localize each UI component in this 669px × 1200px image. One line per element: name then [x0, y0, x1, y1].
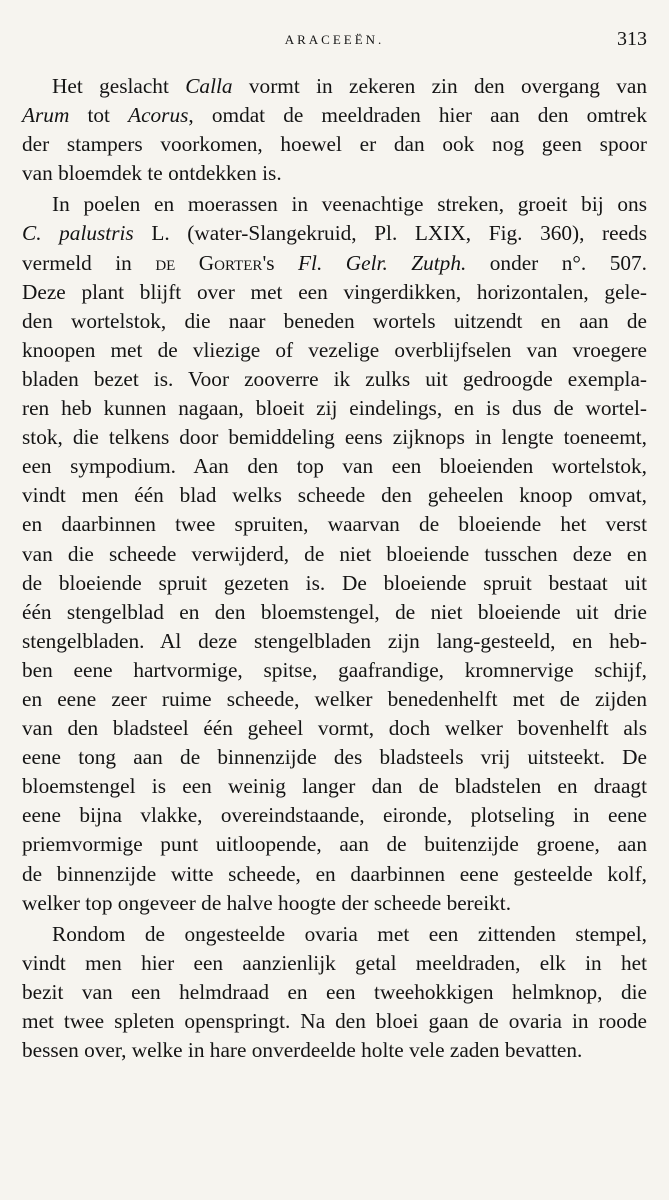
italic-text: Arum: [22, 103, 70, 128]
text-line: [22, 830, 647, 859]
line-text: vindt men één blad welks scheede den geheelen knoop omvat,: [22, 483, 647, 508]
paragraph: [22, 920, 647, 1065]
line-text: de binnenzijde witte scheede, en daarbinnen eene gesteelde kolf,: [22, 861, 647, 886]
line-text: en daarbinnen twee spruiten, waarvan de bloeiende het verst: [22, 512, 647, 537]
text-line: [22, 249, 647, 278]
text-line: [22, 452, 647, 481]
text-line: [22, 801, 647, 830]
text-line: [22, 394, 647, 423]
line-text: Rondom de ongesteelde ovaria met een zittenden stempel,: [52, 921, 647, 946]
text-line: [22, 743, 647, 772]
italic-text: C. palustris: [22, 221, 134, 246]
line-text: vindt men hier een aanzienlijk getal meeldraden, elk in het: [22, 950, 647, 975]
line-text: eene bijna vlakke, overeindstaande, eironde, plotseling in eene: [22, 803, 647, 828]
text-line: [22, 889, 647, 918]
line-text: , omdat de meeldraden hier aan den omtrek: [188, 103, 647, 128]
text-line: [22, 423, 647, 452]
text-line: [22, 685, 647, 714]
text-line: [22, 72, 647, 101]
line-text: vermeld in: [22, 250, 156, 275]
line-text: één stengelblad en den bloemstengel, de niet bloeiende uit drie: [22, 599, 647, 624]
line-text: van die scheede verwijderd, de niet bloeiende tusschen deze en: [22, 541, 647, 566]
line-text: bladen bezet is. Voor zooverre ik zulks uit gedroogde exempla-: [22, 366, 647, 391]
italic-text: Fl. Gelr. Zutph.: [298, 250, 467, 275]
line-text: de bloeiende spruit gezeten is. De bloeiende spruit bestaat uit: [22, 570, 647, 595]
text-line: [22, 540, 647, 569]
line-text: den wortelstok, die naar beneden wortels uitzendt en aan de: [22, 308, 647, 333]
line-text: Het geslacht: [52, 74, 186, 98]
line-text: van den bladsteel één geheel vormt, doch welker bovenhelft als: [22, 716, 647, 741]
paragraph: [22, 72, 647, 188]
line-text: priemvormige punt uitloopende, aan de buitenzijde groene, aan: [22, 832, 647, 857]
text-line: [22, 307, 647, 336]
line-text: der stampers voorkomen, hoewel er dan ook nog geen spoor: [22, 132, 647, 157]
text-line: [22, 365, 647, 394]
line-text: 's: [262, 250, 299, 275]
line-text: ben eene hartvormige, spitse, gaafrandige, kromnervige schijf,: [22, 657, 647, 682]
line-text: bloemstengel is een weinig langer dan de bladstelen en draagt: [22, 774, 647, 799]
line-text: tot: [69, 103, 129, 128]
text-line: [22, 219, 647, 248]
text-line: [22, 130, 647, 159]
line-text: en eene zeer ruime scheede, welker benedenhelft met de zijden: [22, 686, 647, 711]
line-text: met twee spleten openspringt. Na den bloei gaan de ovaria in roode: [22, 1009, 647, 1033]
line-text: een sympodium. Aan den top van een bloeienden wortelstok,: [22, 454, 647, 479]
line-text: stengelbladen. Al deze stengelbladen zijn lang-gesteeld, en heb-: [22, 628, 647, 653]
line-text: ren heb kunnen nagaan, bloeit zij eindelings, en is dus de wortel-: [22, 396, 647, 421]
text-line: [22, 656, 647, 685]
text-line: [22, 1007, 647, 1036]
text-line: [22, 569, 647, 598]
text-line: [22, 627, 647, 656]
text-line: [22, 190, 647, 219]
line-text: knoopen met de vliezige of vezelige overblijfselen van vroegere: [22, 337, 647, 362]
text-line: [22, 978, 647, 1007]
text-line: [22, 481, 647, 510]
text-line: [22, 772, 647, 801]
italic-text: Acorus: [128, 103, 189, 128]
small-caps-text: de Gorter: [155, 250, 263, 275]
text-line: [22, 101, 647, 130]
italic-text: Calla: [185, 74, 233, 98]
line-text: onder n°. 507.: [466, 250, 647, 275]
text-line: [22, 714, 647, 743]
text-line: [22, 278, 647, 307]
line-text: bezit van een helmdraad en een tweehokkigen helmknop, die: [22, 979, 647, 1004]
line-text: welker top ongeveer de halve hoogte der scheede bereikt.: [22, 890, 512, 915]
text-line: [22, 336, 647, 365]
text-line: [22, 860, 647, 889]
line-text: eene tong aan de binnenzijde des bladsteels vrij uitsteekt. De: [22, 745, 647, 770]
header-title: ARACEEËN.: [284, 32, 385, 47]
line-text: L. (water-Slangekruid, Pl. LXIX, Fig. 360), reeds: [133, 221, 647, 246]
text-line: [22, 1036, 647, 1065]
line-text: Deze plant blijft over met een vingerdikken, horizontalen, gele-: [22, 279, 647, 304]
line-text: stok, die telkens door bemiddeling eens zijknops in lengte toeneemt,: [22, 425, 647, 450]
text-line: [22, 598, 647, 627]
page-number: 313: [617, 28, 647, 50]
line-text: van bloemdek te ontdekken is.: [22, 161, 282, 186]
line-text: In poelen en moerassen in veenachtige streken, groeit bij ons: [52, 192, 647, 217]
text-line: [22, 159, 647, 188]
line-text: bessen over, welke in hare onverdeelde holte vele zaden bevatten.: [22, 1038, 583, 1063]
text-line: [22, 510, 647, 539]
text-line: [22, 920, 647, 949]
running-head: [0, 28, 669, 52]
line-text: vormt in zekeren zin den overgang van: [232, 74, 647, 98]
body-text: [22, 72, 647, 1065]
paragraph: [22, 190, 647, 917]
text-line: [22, 949, 647, 978]
